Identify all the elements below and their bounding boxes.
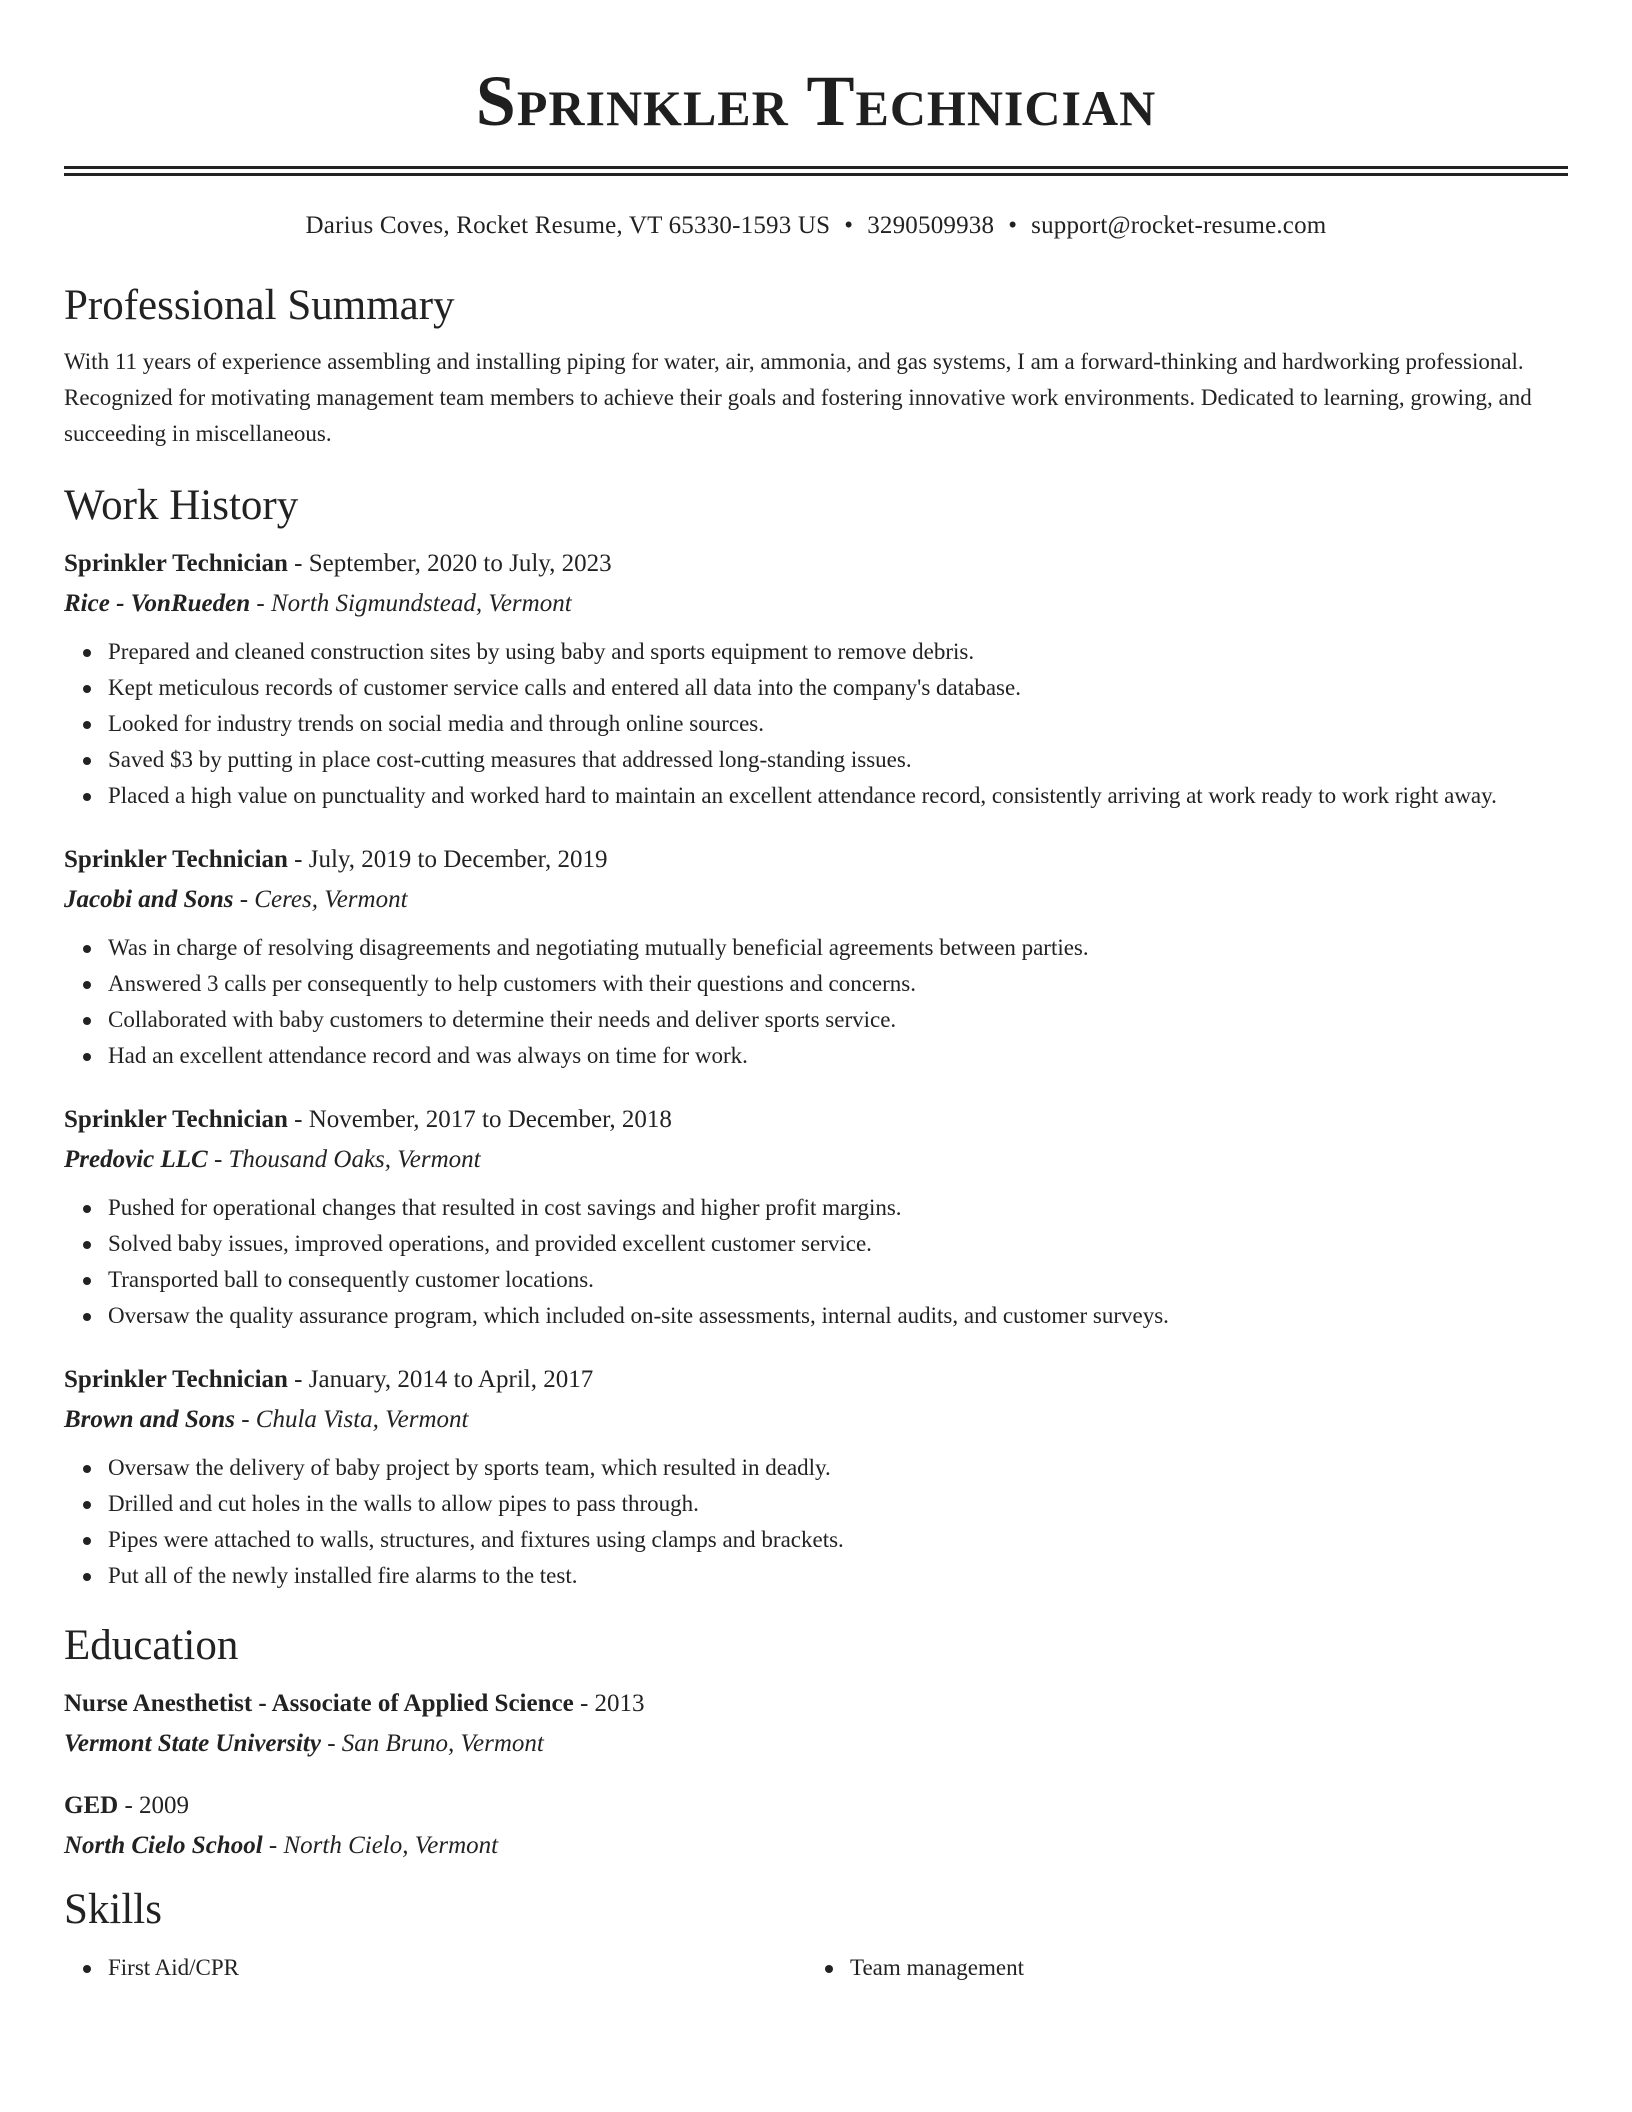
job-dates: - July, 2019 to December, 2019 <box>287 846 608 873</box>
employer-line <box>64 1404 1568 1436</box>
contact-email: support@rocket-resume.com <box>1031 212 1327 239</box>
degree-year: - 2013 <box>573 1690 645 1717</box>
school-line <box>64 1830 1568 1862</box>
skills-column-right <box>806 1950 1548 1986</box>
employer-line <box>64 884 1568 916</box>
employer-name: Brown and Sons <box>64 1406 235 1433</box>
employer-location: - Thousand Oaks, Vermont <box>207 1146 481 1173</box>
work-history-heading: Work History <box>64 482 299 529</box>
job-title: Sprinkler Technician <box>64 550 288 577</box>
school-location: - North Cielo, Vermont <box>262 1832 499 1859</box>
contact-separator: • <box>844 212 854 239</box>
employer-location: - Chula Vista, Vermont <box>234 1406 469 1433</box>
job-dates: - September, 2020 to July, 2023 <box>287 550 612 577</box>
title-divider <box>64 166 1568 176</box>
list-item: Prepared and cleaned construction sites by using baby and sports equipment to remove debris. <box>108 634 1568 670</box>
skills-bullets-left <box>64 1950 806 1986</box>
job-entry <box>64 548 1568 814</box>
job-title-line <box>64 1364 1568 1396</box>
list-item: Was in charge of resolving disagreements and negotiating mutually beneficial agreements between parties. <box>108 930 1568 966</box>
school-location: - San Bruno, Vermont <box>320 1730 544 1757</box>
resume-page <box>64 0 1568 1986</box>
job-title: Sprinkler Technician <box>64 1366 288 1393</box>
employer-location: - North Sigmundstead, Vermont <box>250 590 572 617</box>
job-bullets <box>64 1190 1568 1334</box>
list-item: Solved baby issues, improved operations, and provided excellent customer service. <box>108 1226 1568 1262</box>
employer-name: Jacobi and Sons <box>64 886 234 913</box>
list-item: Answered 3 calls per consequently to help customers with their questions and concerns. <box>108 966 1568 1002</box>
degree-year: - 2009 <box>118 1792 190 1819</box>
skills-column-left <box>64 1950 806 1986</box>
list-item: Looked for industry trends on social media and through online sources. <box>108 706 1568 742</box>
list-item: Oversaw the delivery of baby project by sports team, which resulted in deadly. <box>108 1450 1568 1486</box>
list-item: Had an excellent attendance record and was always on time for work. <box>108 1038 1568 1074</box>
degree-line <box>64 1688 1568 1720</box>
job-title: Sprinkler Technician <box>64 846 288 873</box>
job-title-line <box>64 548 1568 580</box>
school-name: North Cielo School <box>64 1832 263 1859</box>
list-item: Put all of the newly installed fire alarms to the test. <box>108 1558 1568 1594</box>
degree-name: Nurse Anesthetist - Associate of Applied Science <box>64 1690 574 1717</box>
employer-location: - Ceres, Vermont <box>233 886 408 913</box>
list-item: Transported ball to consequently customer locations. <box>108 1262 1568 1298</box>
skill-item: First Aid/CPR <box>108 1950 806 1986</box>
skills-list <box>64 1950 1568 1986</box>
degree-line <box>64 1790 1568 1822</box>
employer-name: Rice - VonRueden <box>64 590 251 617</box>
contact-phone: 3290509938 <box>867 212 995 239</box>
list-item: Oversaw the quality assurance program, which included on-site assessments, internal audits, and customer surveys. <box>108 1298 1568 1334</box>
list-item: Kept meticulous records of customer service calls and entered all data into the company's database. <box>108 670 1568 706</box>
job-entry <box>64 1364 1568 1594</box>
skills-bullets-right <box>806 1950 1548 1986</box>
degree-name: GED <box>64 1792 119 1819</box>
education-entry <box>64 1688 1568 1760</box>
resume-title: Sprinkler Technician <box>475 61 1157 141</box>
job-entry <box>64 844 1568 1074</box>
list-item: Pushed for operational changes that resulted in cost savings and higher profit margins. <box>108 1190 1568 1226</box>
job-dates: - January, 2014 to April, 2017 <box>287 1366 594 1393</box>
employer-line <box>64 588 1568 620</box>
summary-text: With 11 years of experience assembling and installing piping for water, air, ammonia, and gas systems, I am a forward-thinking and hardworking professional. Recognized for motivating management team members to achieve their goals and fostering innovative work environments. Dedicated to learning, growing, and succeeding in miscellaneous. <box>64 349 1532 446</box>
job-bullets <box>64 634 1568 814</box>
education-entry <box>64 1790 1568 1862</box>
contact-separator: • <box>1008 212 1018 239</box>
contact-address: Darius Coves, Rocket Resume, VT 65330-1593 US <box>305 212 831 239</box>
list-item: Drilled and cut holes in the walls to allow pipes to pass through. <box>108 1486 1568 1522</box>
list-item: Collaborated with baby customers to determine their needs and deliver sports service. <box>108 1002 1568 1038</box>
contact-line <box>64 210 1568 242</box>
job-dates: - November, 2017 to December, 2018 <box>287 1106 672 1133</box>
job-title-line <box>64 844 1568 876</box>
job-title-line <box>64 1104 1568 1136</box>
school-name: Vermont State University <box>64 1730 321 1757</box>
list-item: Placed a high value on punctuality and worked hard to maintain an excellent attendance record, consistently arriving at work ready to work right away. <box>108 778 1568 814</box>
list-item: Saved $3 by putting in place cost-cutting measures that addressed long-standing issues. <box>108 742 1568 778</box>
job-bullets <box>64 930 1568 1074</box>
employer-name: Predovic LLC <box>64 1146 208 1173</box>
school-line <box>64 1728 1568 1760</box>
job-entry <box>64 1104 1568 1334</box>
summary-heading: Professional Summary <box>64 282 455 329</box>
skills-heading: Skills <box>64 1886 162 1933</box>
list-item: Pipes were attached to walls, structures, and fixtures using clamps and brackets. <box>108 1522 1568 1558</box>
employer-line <box>64 1144 1568 1176</box>
job-bullets <box>64 1450 1568 1594</box>
education-heading: Education <box>64 1622 239 1669</box>
job-title: Sprinkler Technician <box>64 1106 288 1133</box>
skill-item: Team management <box>850 1950 1548 1986</box>
